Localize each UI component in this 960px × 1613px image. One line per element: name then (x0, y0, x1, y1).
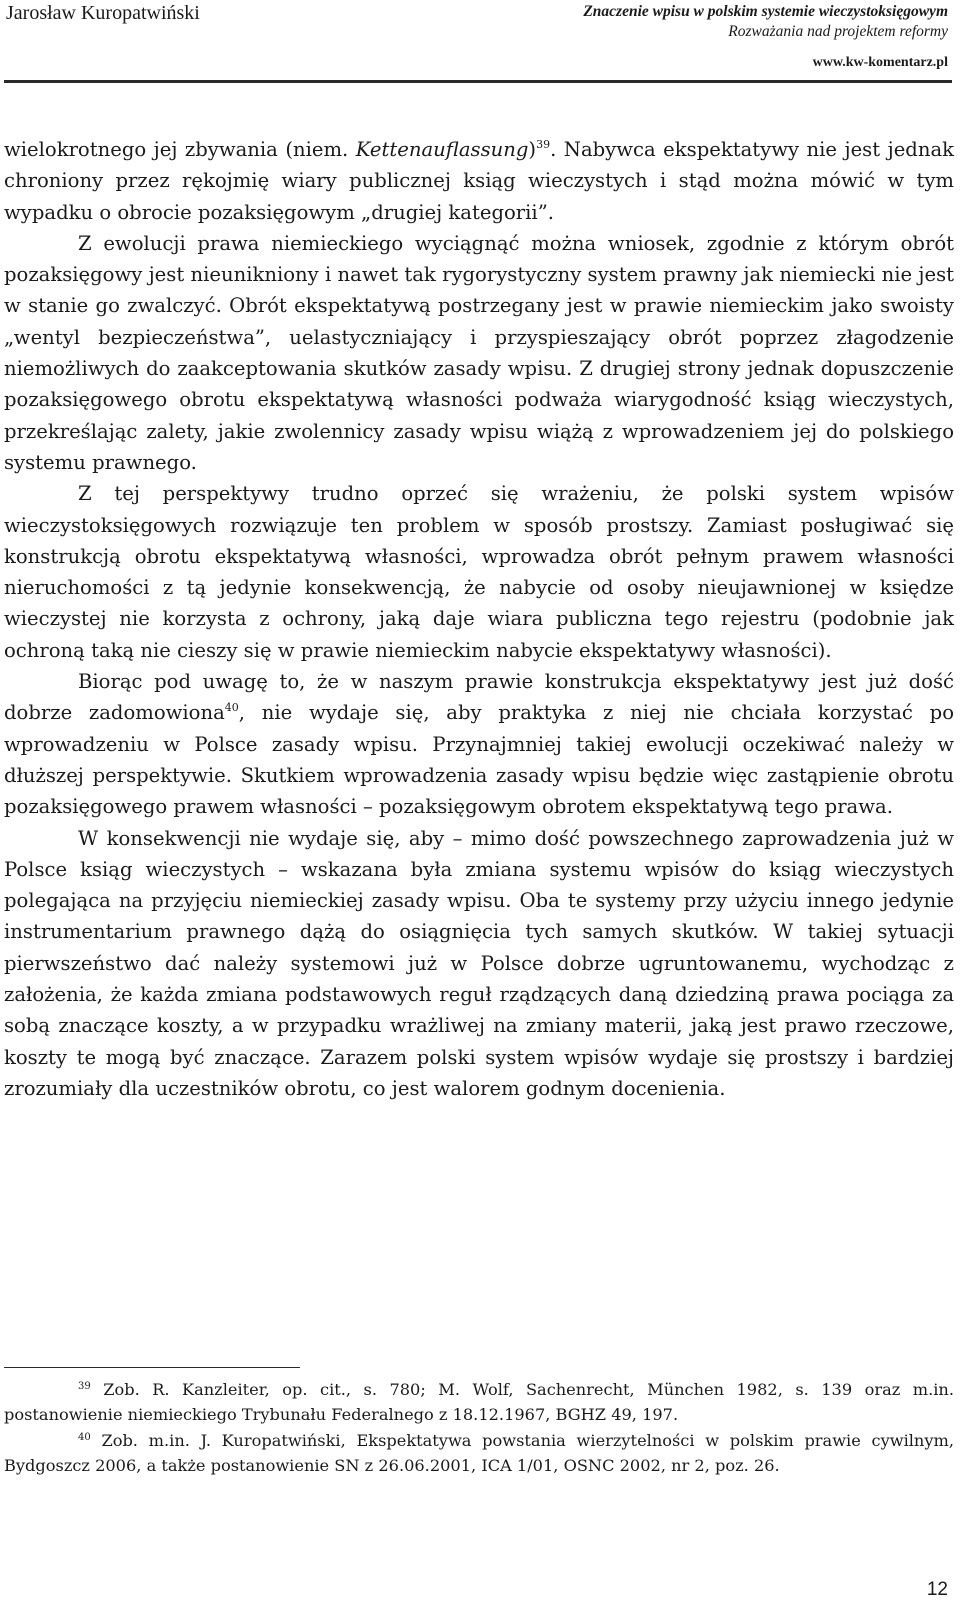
foreign-term: Kettenauflassung (355, 138, 529, 161)
footnote-40 (4, 1428, 954, 1479)
header-divider (4, 80, 952, 83)
page-number: 12 (926, 1579, 948, 1600)
author-name: Jarosław Kuropatwiński (6, 2, 200, 24)
header-titles (583, 2, 948, 42)
footnote-divider (4, 1367, 300, 1368)
footnote-ref-39[interactable]: 39 (536, 138, 551, 151)
document-subtitle: Rozważania nad projektem reformy (728, 23, 948, 40)
paragraph-text: , nie wydaje się, aby praktyka z niej nie chciała korzystać po wprowadzeniu w Polsce zasady wpisu. Przynajmniej takiej ewolucji oczekiwać należy w dłuższej perspektywie. Skutkiem wprowadzenia zasady wpisu będzie więc zastąpienie obrotu pozaksięgowego prawem własności – pozaksięgowym obrotem ekspektatywą tego prawa. (4, 701, 954, 819)
footnote-number: 39 (78, 1381, 91, 1392)
paragraph-text: Biorąc pod uwagę to, że w naszym prawie konstrukcja ekspektatywy jest już dość dobrze zadomowiona (4, 670, 954, 725)
footnote-number: 40 (78, 1431, 91, 1443)
website-link[interactable]: www.kw-komentarz.pl (812, 55, 948, 70)
paragraph-2: Z ewolucji prawa niemieckiego wyciągnąć można wniosek, zgodnie z którym obrót pozaksięgowy jest nieunikniony i nawet tak rygorystyczny system prawny jak niemiecki nie jest w stanie go zwalczyć. Obrót ekspektatywą postrzegany jest w prawie niemieckim jako swoisty „wentyl bezpieczeństwa”, uelastyczniający i przyspieszający obrót poprzez złagodzenie niemożliwych do zaakceptowania skutków zasady wpisu. Z drugiej strony jednak dopuszczenie pozaksięgowego obrotu ekspektatywą własności podważa wiarygodność ksiąg wieczystych, przekreślając zalety, jakie zwolennicy zasady wpisu wiążą z wprowadzeniem jej do polskiego systemu prawnego. (4, 231, 954, 474)
paragraph-5: W konsekwencji nie wydaje się, aby – mimo dość powszechnego zaprowadzenia już w Polsce ksiąg wieczystych – wskazana była zmiana systemu wpisów do ksiąg wieczystych polegająca na przyjęciu niemieckiej zasady wpisu. Oba te systemy przy użyciu innego jedynie instrumentarium prawnego dążą do osiągnięcia tych samych skutków. W takiej sytuacji pierwszeństwo dać należy systemowi już w Polsce dobrze ugruntowanemu, wychodząc z założenia, że każda zmiana podstawowych reguł rządzących daną dziedziną prawa pociąga za sobą znaczące koszty, a w przypadku wrażliwej na zmiany materii, jaką jest prawo rzeczowe, koszty te mogą być znaczące. Zarazem polski system wpisów wydaje się prostszy i bardziej zrozumiały dla uczestników obrotu, co jest walorem godnym docenienia. (4, 826, 954, 1100)
paragraph-3: Z tej perspektywy trudno oprzeć się wrażeniu, że polski system wpisów wieczystoksięgowych rozwiązuje ten problem w sposób prostszy. Zamiast posługiwać się konstrukcją obrotu ekspektatywą własności, wprowadza obrót pełnym prawem własności nieruchomości z tą jedynie konsekwencją, że nabycie od osoby nieujawnionej w księdze wieczystej nie korzysta z ochrony, jaką daje wiara publiczna tego rejestru (podobnie jak ochroną taką nie cieszy się w prawie niemieckim nabycie ekspektatywy własności). (4, 482, 954, 662)
document-body (4, 134, 954, 1104)
footnotes (4, 1377, 954, 1478)
document-title: Znaczenie wpisu w polskim systemie wieczystoksięgowym (583, 3, 948, 20)
footnote-ref-40[interactable]: 40 (224, 701, 239, 715)
footnote-39 (4, 1377, 954, 1428)
paragraph-4 (4, 666, 954, 822)
paragraph-text: . Nabywca ekspektatywy nie jest jednak chroniony przez rękojmię wiary publicznej ksiąg wieczystych i stąd można mówić w tym wypadku o obrocie pozaksięgowym „drugiej kategorii”. (4, 138, 955, 224)
paragraph-1 (4, 134, 954, 228)
footnote-text: Zob. m.in. J. Kuropatwiński, Ekspektatywa powstania wierzytelności w polskim prawie cywilnym, Bydgoszcz 2006, a także postanowienie SN z 26.06.2001, ICA 1/01, OSNC 2002, nr 2, poz. 26. (4, 1430, 954, 1475)
paragraph-text: ) (528, 138, 537, 161)
paragraph-text: wielokrotnego jej zbywania (niem. (4, 138, 356, 161)
page-header (0, 0, 960, 82)
footnote-text: Zob. R. Kanzleiter, op. cit., s. 780; M. Wolf, Sachenrecht, München 1982, s. 139 oraz m.in. postanowienie niemieckiego Trybunału Federalnego z 18.12.1967, BGHZ 49, 197. (4, 1380, 954, 1425)
